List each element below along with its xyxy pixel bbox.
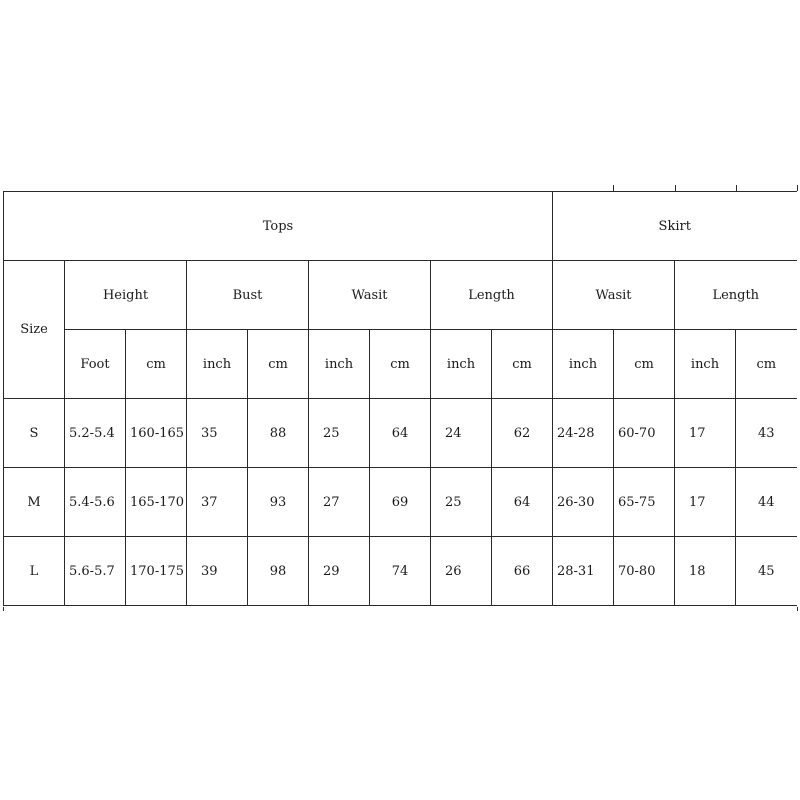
table-cell: 62 — [492, 399, 553, 468]
table-cell: 26 — [431, 537, 492, 606]
table-cell: 64 — [370, 399, 431, 468]
table-cell: 17 — [675, 468, 736, 537]
measurement-header-skirt-waist: Wasit — [553, 261, 675, 330]
table-cell: 5.4-5.6 — [65, 468, 126, 537]
table-cell: 5.2-5.4 — [65, 399, 126, 468]
unit-header: cm — [736, 330, 797, 399]
measurement-header-length: Length — [431, 261, 553, 330]
table-cell: 26-30 — [553, 468, 614, 537]
table-cell: 45 — [736, 537, 797, 606]
group-header-row — [4, 192, 797, 261]
table-cell: 25 — [309, 399, 370, 468]
table-cell: 165-170 — [126, 468, 187, 537]
table-cell: 44 — [736, 468, 797, 537]
table-cell: 24 — [431, 399, 492, 468]
table-row — [4, 468, 797, 537]
unit-header: cm — [492, 330, 553, 399]
size-cell: M — [4, 468, 65, 537]
unit-header: cm — [370, 330, 431, 399]
table-cell: 29 — [309, 537, 370, 606]
table-cell: 39 — [187, 537, 248, 606]
table-cell: 43 — [736, 399, 797, 468]
table-edge-tick — [797, 185, 798, 191]
measurement-header-waist: Wasit — [309, 261, 431, 330]
table-cell: 70-80 — [614, 537, 675, 606]
unit-header-row — [4, 330, 797, 399]
group-header-skirt: Skirt — [553, 192, 797, 261]
table-cell: 27 — [309, 468, 370, 537]
unit-header: cm — [248, 330, 309, 399]
table-cell: 28-31 — [553, 537, 614, 606]
table-cell: 74 — [370, 537, 431, 606]
unit-header: cm — [126, 330, 187, 399]
table-cell: 5.6-5.7 — [65, 537, 126, 606]
table-cell: 66 — [492, 537, 553, 606]
table-cell: 65-75 — [614, 468, 675, 537]
table-cell: 93 — [248, 468, 309, 537]
unit-header: cm — [614, 330, 675, 399]
table-cell: 35 — [187, 399, 248, 468]
table-cell: 170-175 — [126, 537, 187, 606]
size-chart-table — [3, 191, 797, 606]
table-cell: 64 — [492, 468, 553, 537]
table-cell: 24-28 — [553, 399, 614, 468]
table-edge-tick — [797, 607, 798, 611]
unit-header: inch — [675, 330, 736, 399]
size-header: Size — [4, 261, 65, 399]
table-cell: 37 — [187, 468, 248, 537]
unit-header: Foot — [65, 330, 126, 399]
unit-header: inch — [309, 330, 370, 399]
unit-header: inch — [187, 330, 248, 399]
table-cell: 25 — [431, 468, 492, 537]
table-edge-tick — [3, 607, 4, 611]
table-cell: 18 — [675, 537, 736, 606]
size-cell: S — [4, 399, 65, 468]
measurement-header-bust: Bust — [187, 261, 309, 330]
measurement-header-row — [4, 261, 797, 330]
size-cell: L — [4, 537, 65, 606]
unit-header: inch — [553, 330, 614, 399]
measurement-header-skirt-length: Length — [675, 261, 797, 330]
table-row — [4, 399, 797, 468]
table-cell: 160-165 — [126, 399, 187, 468]
group-header-tops: Tops — [4, 192, 553, 261]
table-cell: 17 — [675, 399, 736, 468]
unit-header: inch — [431, 330, 492, 399]
table-cell: 98 — [248, 537, 309, 606]
measurement-header-height: Height — [65, 261, 187, 330]
table-cell: 69 — [370, 468, 431, 537]
table-cell: 60-70 — [614, 399, 675, 468]
table-cell: 88 — [248, 399, 309, 468]
table-row — [4, 537, 797, 606]
